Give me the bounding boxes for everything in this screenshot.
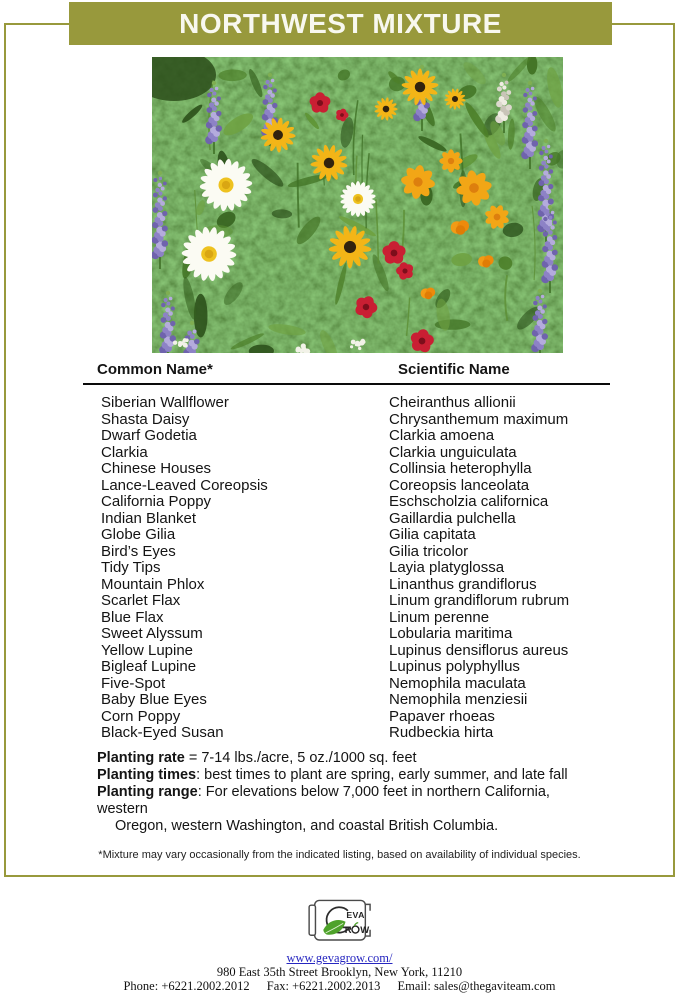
planting-rate-text: = 7-14 lbs./acre, 5 oz./1000 sq. feet (184, 750, 417, 766)
planting-times-text: : best times to plant are spring, early summer, and late fall (196, 767, 568, 783)
scientific-name-cell: Eschscholzia californica (389, 493, 549, 510)
planting-times-label: Planting times (97, 767, 197, 783)
address-line: 980 East 35th Street Brooklyn, New York, 11210 (216, 965, 463, 979)
table-row (101, 527, 610, 544)
common-name-cell: Scarlet Flax (101, 592, 181, 609)
common-name-cell: Baby Blue Eyes (101, 691, 207, 708)
common-name-cell: Clarkia (101, 443, 148, 461)
species-table (83, 362, 610, 742)
scientific-name-cell: Layia platyglossa (389, 559, 505, 576)
table-row (101, 593, 610, 610)
common-name-cell: Globe Gilia (101, 526, 176, 543)
common-name-cell: Corn Poppy (101, 707, 181, 725)
table-row (101, 643, 610, 660)
page-title: NORTHWEST MIXTURE (179, 7, 502, 39)
scientific-name-cell: Rudbeckia hirta (389, 724, 494, 741)
table-row (101, 494, 610, 511)
scientific-name-header: Scientific Name (398, 361, 510, 378)
common-name-cell: Chinese Houses (101, 460, 212, 477)
table-row (101, 659, 610, 676)
table-row (101, 725, 610, 742)
scientific-name-cell: Chrysanthemum maximum (389, 410, 569, 428)
footer (0, 893, 679, 993)
planting-info (97, 750, 637, 835)
table-row (101, 412, 610, 429)
table-row (101, 511, 610, 528)
phone-text: Phone: +6221.2002.2012 (123, 979, 250, 993)
scientific-name-cell: Clarkia amoena (389, 427, 495, 444)
scientific-name-cell: Collinsia heterophylla (389, 460, 532, 477)
scientific-name-cell: Coreopsis lanceolata (389, 476, 530, 494)
scientific-name-cell: Clarkia unguiculata (389, 443, 517, 461)
common-name-cell: Dwarf Godetia (101, 427, 197, 444)
common-name-cell: Shasta Daisy (101, 410, 190, 428)
table-row (101, 577, 610, 594)
logo-text-eva: EVA (345, 909, 365, 920)
table-row (101, 461, 610, 478)
planting-range-line (97, 784, 637, 801)
table-row (101, 544, 610, 561)
common-name-cell: Lance-Leaved Coreopsis (101, 476, 268, 494)
scientific-name-cell: Gaillardia pulchella (389, 509, 516, 527)
scientific-name-cell: Linum perenne (389, 608, 490, 626)
brand-logo (302, 893, 378, 949)
table-row (101, 610, 610, 627)
table-row (101, 676, 610, 693)
planting-range-text: : For elevations below 7,000 feet in northern California, (197, 784, 550, 800)
table-row (101, 478, 610, 495)
scientific-name-cell: Gilia tricolor (389, 542, 469, 560)
planting-range-continuation: western (97, 801, 148, 817)
scientific-name-cell: Lupinus polyphyllus (389, 658, 520, 675)
planting-rate-label: Planting rate (97, 750, 185, 766)
table-row (101, 709, 610, 726)
table-row (101, 428, 610, 445)
common-name-cell: Sweet Alyssum (101, 625, 203, 642)
website-line (0, 951, 679, 965)
common-name-cell: Mountain Phlox (101, 575, 205, 593)
table-row (101, 445, 610, 462)
wildflower-meadow-image (152, 57, 563, 353)
common-name-header: Common Name* (97, 361, 213, 378)
table-row (101, 395, 610, 412)
email-text: Email: sales@thegaviteam.com (397, 979, 556, 993)
common-name-cell: Bigleaf Lupine (101, 658, 197, 675)
table-row (101, 560, 610, 577)
common-name-cell: Siberian Wallflower (101, 394, 229, 411)
banner (69, 2, 612, 45)
common-name-cell: Bird’s Eyes (101, 542, 176, 560)
scientific-name-cell: Cheiranthus allionii (389, 394, 516, 411)
scientific-name-cell: Lobularia maritima (389, 625, 513, 642)
planting-times-line (97, 767, 637, 784)
common-name-cell: Indian Blanket (101, 509, 197, 527)
common-name-cell: Tidy Tips (101, 559, 161, 576)
logo-text-r: R (344, 924, 352, 936)
contact-line (0, 979, 679, 993)
common-name-cell: Five-Spot (101, 674, 166, 692)
website-link[interactable]: www.gevagrow.com/ (286, 951, 393, 965)
table-row (101, 692, 610, 709)
scientific-name-cell: Gilia capitata (389, 526, 476, 543)
scientific-name-cell: Papaver rhoeas (389, 707, 495, 725)
flower-photo (152, 57, 563, 353)
scientific-name-cell: Linanthus grandiflorus (389, 575, 537, 593)
planting-range-continuation-2: Oregon, western Washington, and coastal British Columbia. (115, 818, 499, 834)
table-row (101, 626, 610, 643)
scientific-name-cell: Linum grandiflorum rubrum (389, 592, 570, 609)
scientific-name-cell: Nemophila maculata (389, 674, 526, 692)
disclaimer-note: *Mixture may vary occasionally from the indicated listing, based on availability of individual species. (98, 849, 581, 861)
common-name-cell: California Poppy (101, 493, 212, 510)
common-name-cell: Blue Flax (101, 608, 164, 626)
fax-text: Fax: +6221.2002.2013 (266, 979, 381, 993)
species-table-body (83, 395, 610, 742)
planting-range-label: Planting range (97, 784, 198, 800)
scientific-name-cell: Nemophila menziesii (389, 691, 528, 708)
planting-rate-line (97, 750, 637, 767)
scientific-name-cell: Lupinus densiflorus aureus (389, 641, 569, 659)
species-table-header (83, 362, 610, 385)
logo-text-w: W (359, 924, 369, 936)
common-name-cell: Black-Eyed Susan (101, 724, 224, 741)
common-name-cell: Yellow Lupine (101, 641, 194, 659)
logo-left-tab-icon (309, 905, 315, 935)
